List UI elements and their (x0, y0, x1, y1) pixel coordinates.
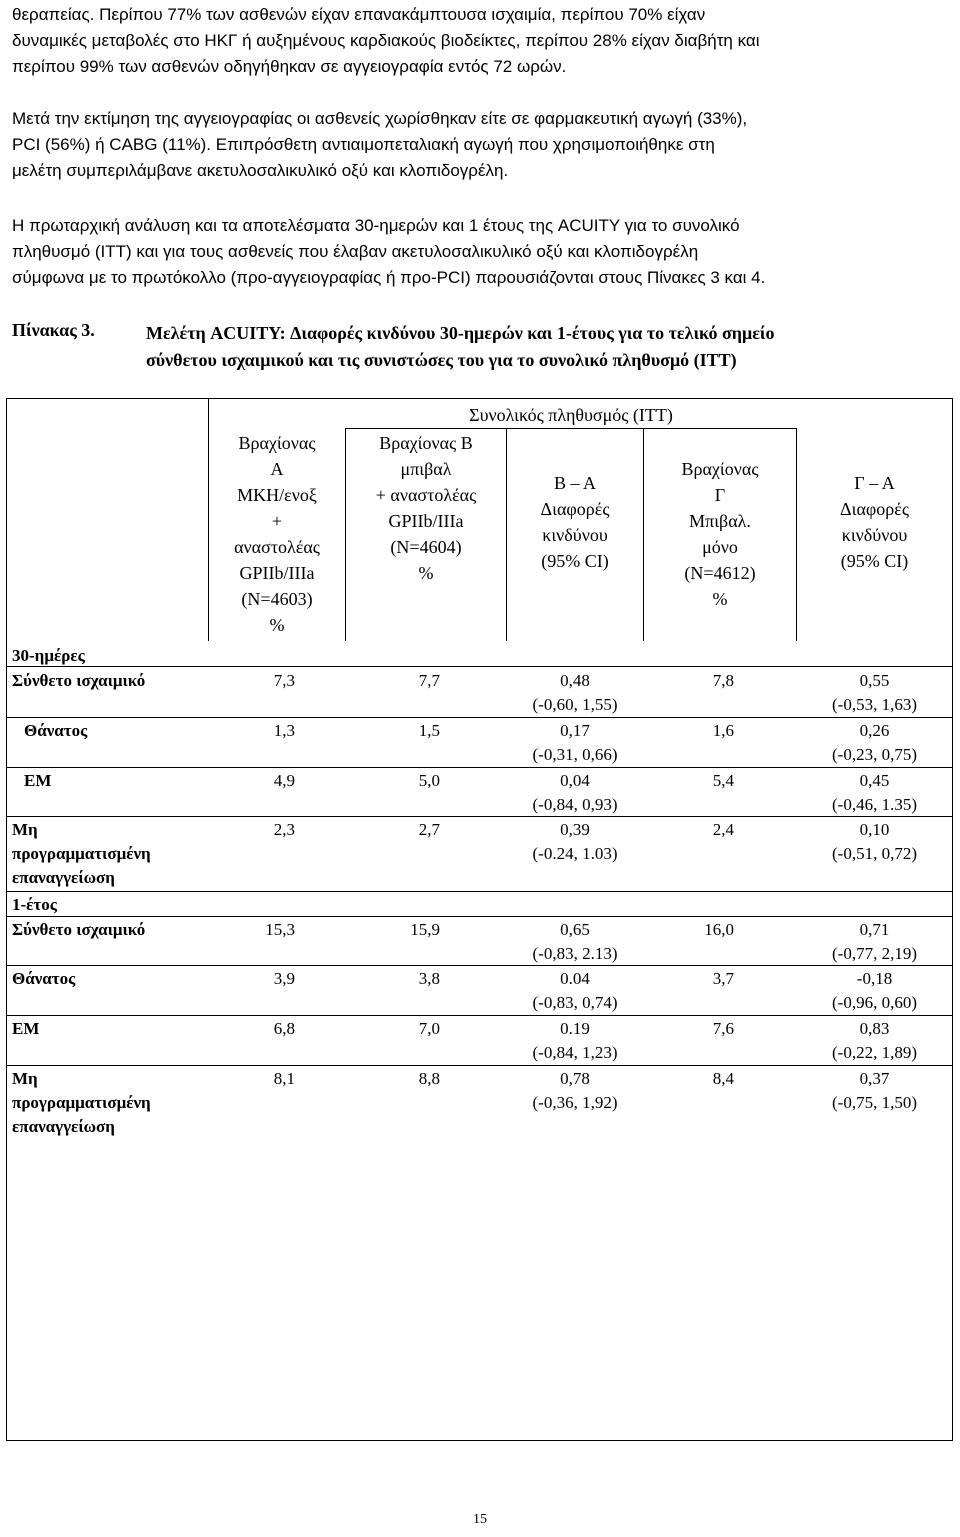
column-header-diff-ca: Γ – Α Διαφορές κινδύνου (95% CI) (840, 473, 909, 571)
value-arm-c: 16,0 (704, 920, 734, 939)
value-arm-b: 5,0 (418, 771, 440, 790)
value-arm-b: 7,7 (418, 671, 440, 690)
value-diff-ba: 0.04 (-0,83, 0,74) (532, 969, 618, 1012)
value-arm-a: 4,9 (273, 771, 295, 790)
value-diff-ca: 0,83 (-0,22, 1,89) (832, 1019, 917, 1062)
value-diff-ca: 0,37 (-0,75, 1,50) (832, 1069, 917, 1112)
value-diff-ba: 0,65 (-0,83, 2.13) (532, 920, 618, 963)
value-diff-ba: 0,04 (-0,84, 0,93) (532, 771, 618, 814)
value-arm-b: 1,5 (418, 721, 440, 740)
value-arm-c: 2,4 (712, 820, 734, 839)
intro-line: περίπου 99% των ασθενών οδηγήθηκαν σε αγγειογραφία εντός 72 ωρών. (12, 57, 567, 76)
section-title-30-days: 30-ημέρες (12, 646, 85, 665)
row-label-mi: ΕΜ (24, 771, 52, 790)
value-diff-ba: 0,39 (-0.24, 1.03) (532, 820, 618, 863)
value-diff-ca: 0,55 (-0,53, 1,63) (832, 671, 917, 714)
row-label-composite: Σύνθετο ισχαιμικό (12, 671, 146, 690)
row-label-mi: ΕΜ (12, 1019, 40, 1038)
value-arm-c: 7,8 (712, 671, 734, 690)
value-arm-a: 7,3 (273, 671, 295, 690)
analysis-line: πληθυσμό (ITT) και για τους ασθενείς που έλαβαν ακετυλοσαλικυλικό οξύ και κλοπιδογρέλη (12, 242, 699, 261)
value-diff-ca: 0,10 (-0,51, 0,72) (832, 820, 917, 863)
value-diff-ca: 0,26 (-0,23, 0,75) (832, 721, 917, 764)
value-arm-a: 3,9 (273, 969, 295, 988)
value-arm-b: 8,8 (418, 1069, 440, 1088)
value-arm-c: 3,7 (712, 969, 734, 988)
row-label-composite: Σύνθετο ισχαιμικό (12, 920, 146, 939)
column-header-arm-c: Βραχίονας Γ Μπιβαλ. μόνο (N=4612) % (681, 459, 759, 609)
value-diff-ca: 0,71 (-0,77, 2,19) (832, 920, 917, 963)
column-header-diff-ba: Β – Α Διαφορές κινδύνου (95% CI) (540, 473, 610, 571)
value-diff-ba: 0.19 (-0,84, 1,23) (532, 1019, 618, 1062)
value-arm-c: 5,4 (712, 771, 734, 790)
value-arm-a: 2,3 (273, 820, 295, 839)
row-label-revascularization: Μη προγραμματισμένη επαναγγείωση (12, 1069, 151, 1136)
analysis-line: σύμφωνα με το πρωτόκολλο (προ-αγγειογραφίας ή προ-PCI) παρουσιάζονται στους Πίνακες 3 και 4. (12, 268, 766, 287)
column-header-arm-b: Βραχίονας Β μπιβαλ + αναστολέας GPIIb/IIIa (N=4604) % (375, 433, 477, 583)
row-label-revascularization: Μη προγραμματισμένη επαναγγείωση (12, 820, 151, 887)
value-arm-b: 15,9 (410, 920, 440, 939)
caption-line: σύνθετου ισχαιμικού και τις συνιστώσες του για το συνολικό πληθυσμό (ITT) (146, 350, 737, 370)
value-arm-a: 15,3 (265, 920, 295, 939)
value-arm-b: 7,0 (418, 1019, 440, 1038)
intro-line: θεραπείας. Περίπου 77% των ασθενών είχαν επανακάμπτουσα ισχαιμία, περίπου 70% είχαν (12, 5, 706, 24)
value-diff-ca: 0,45 (-0,46, 1.35) (832, 771, 917, 814)
value-arm-c: 8,4 (712, 1069, 734, 1088)
value-diff-ba: 0,48 (-0,60, 1,55) (532, 671, 618, 714)
section-title-1-year: 1-έτος (12, 895, 57, 914)
value-arm-b: 3,8 (418, 969, 440, 988)
row-label-death: Θάνατος (24, 721, 88, 740)
angiography-line: PCI (56%) ή CABG (11%). Επιπρόσθετη αντιαιμοπεταλιακή αγωγή που χρησιμοποιήθηκε στη (12, 135, 715, 154)
intro-paragraph (12, 2, 948, 80)
value-arm-b: 2,7 (418, 820, 440, 839)
intro-line: δυναμικές μεταβολές στο ΗΚΓ ή αυξημένους καρδιακούς βιοδείκτες, περίπου 28% είχαν διαβήτη και (12, 31, 760, 50)
value-arm-c: 1,6 (712, 721, 734, 740)
value-diff-ba: 0,78 (-0,36, 1,92) (532, 1069, 618, 1112)
page-number: 15 (473, 1512, 487, 1527)
value-arm-c: 7,6 (712, 1019, 734, 1038)
value-arm-a: 6,8 (273, 1019, 295, 1038)
value-diff-ba: 0,17 (-0,31, 0,66) (532, 721, 618, 764)
table-caption-label: Πίνακας 3. (12, 320, 95, 340)
analysis-line: Η πρωταρχική ανάλυση και τα αποτελέσματα 30-ημερών και 1 έτους της ACUITY για το συνολικό (12, 216, 740, 235)
caption-line: Μελέτη ACUITY: Διαφορές κινδύνου 30-ημερών και 1-έτους για το τελικό σημείο (146, 323, 775, 343)
angiography-line: μελέτη συμπεριλάμβανε ακετυλοσαλικυλικό οξύ και κλοπιδογρέλη. (12, 161, 509, 180)
row-label-death: Θάνατος (12, 969, 76, 988)
analysis-paragraph (12, 213, 948, 291)
value-arm-a: 1,3 (273, 721, 295, 740)
angiography-paragraph (12, 106, 948, 184)
value-diff-ca: -0,18 (-0,96, 0,60) (832, 969, 917, 1012)
table-caption-title (146, 320, 775, 374)
value-arm-a: 8,1 (273, 1069, 295, 1088)
column-header-arm-a: Βραχίονας Α ΜΚΗ/ενοξ + αναστολέας GPIIb/IIIa (N=4603) % (234, 433, 320, 635)
group-header: Συνολικός πληθυσμός (ITT) (469, 405, 673, 425)
angiography-line: Μετά την εκτίμηση της αγγειογραφίας οι ασθενείς χωρίσθηκαν είτε σε φαρμακευτική αγωγή (33%), (12, 109, 748, 128)
